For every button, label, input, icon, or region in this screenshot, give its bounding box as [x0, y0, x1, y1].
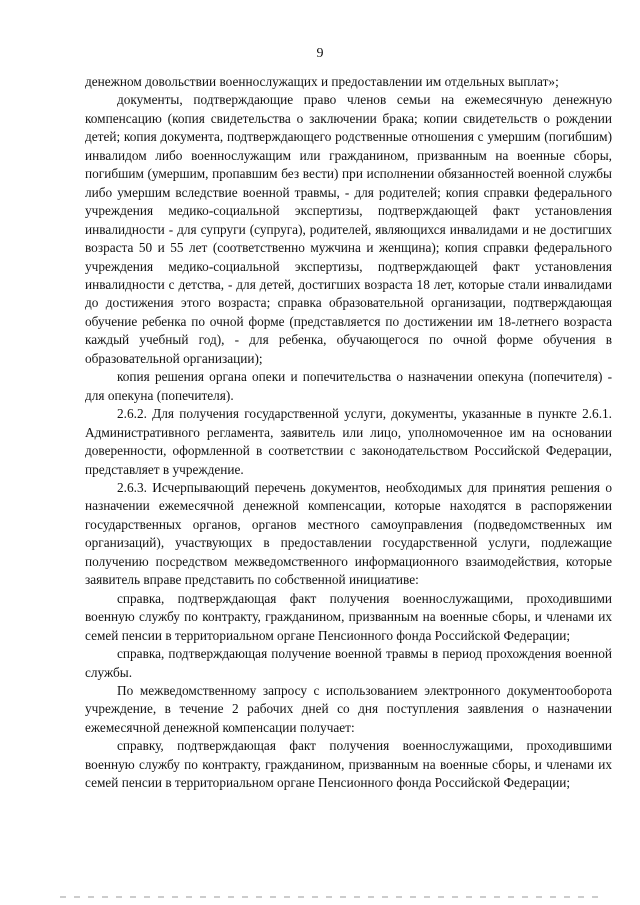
paragraph-guardianship: копия решения органа опеки и попечительства о назначении опекуна (попечителя) - для опекуна (попечителя).: [85, 369, 612, 403]
page-number: 9: [316, 46, 324, 61]
paragraph-continuation: денежном довольствии военнослужащих и предоставлении им отдельных выплат»;: [85, 74, 559, 89]
paragraph-pension-certificate: справка, подтверждающая факт получения военнослужащими, проходившими военную службу по контракту, гражданином, призванным на военные сборы, и членами их семей пенсии в территориальном органе Пенсионного фонда Российской Федерации;: [85, 590, 612, 643]
paragraph-interagency-request: По межведомственному запросу с использованием электронного документооборота учреждение, в течение 2 рабочих дней со дня поступления заявления о назначении ежемесячной денежной компенсации получает:: [85, 682, 612, 735]
paragraph-family-documents: документы, подтверждающие право членов семьи на ежемесячную денежную компенсацию (копия свидетельства о заключении брака; копии свидетельств о рождении детей; копия документа, подтверждающего родственные отношения с умершим (погибшим) инвалидом либо военнослужащим или гражданином, призванным на военные сборы, погибшим (умершим, пропавшим без вести) при исполнении обязанностей военной службы либо умершим вследствие военной травмы, - для родителей; копия справки федерального учреждения медико-социальной экспертизы, подтверждающей факт установления инвалидности - для супруги (супруга), родителей, являющихся инвалидами и не достигших возраста 50 и 55 лет (соответственно мужчина и женщина); копия справки федерального учреждения медико-социальной экспертизы, подтверждающей факт установления инвалидности с детства, - для детей, достигших возраста 18 лет, которые стали инвалидами до достижения этого возраста; справка образовательной организации, подтверждающая обучение ребенка по очной форме (представляется по достижении им 18-летнего возраста каждый учебный год), - для ребенка, обучающегося по очной форме обучения в образовательной организации);: [85, 92, 612, 366]
paragraph-2-6-3: 2.6.3. Исчерпывающий перечень документов, необходимых для принятия решения о назначении ежемесячной денежной компенсации, которые находятся в распоряжении государственных органов, органов местного самоуправления (подведомственных им организаций), участвующих в предоставлении государственной услуги, подлежащие получению посредством межведомственного информационного взаимодействия, которые заявитель вправе представить по собственной инициативе:: [85, 479, 612, 588]
scan-edge-artifact: [60, 896, 600, 898]
paragraph-pension-certificate-receipt: справку, подтверждающая факт получения военнослужащими, проходившими военную службу по контракту, гражданином, призванным на военные сборы, и членами их семей пенсии в территориальном органе Пенсионного фонда Российской Федерации;: [85, 738, 612, 791]
body-text: [85, 73, 612, 793]
paragraph-2-6-2: 2.6.2. Для получения государственной услуги, документы, указанные в пункте 2.6.1. Административного регламента, заявитель или лицо, уполномоченное им на основании доверенности, оформленной в соответствии с законодательством Российской Федерации, представляет в учреждение.: [85, 406, 612, 477]
paragraph-injury-certificate: справка, подтверждающая получение военной травмы в период прохождения военной службы.: [85, 646, 612, 680]
